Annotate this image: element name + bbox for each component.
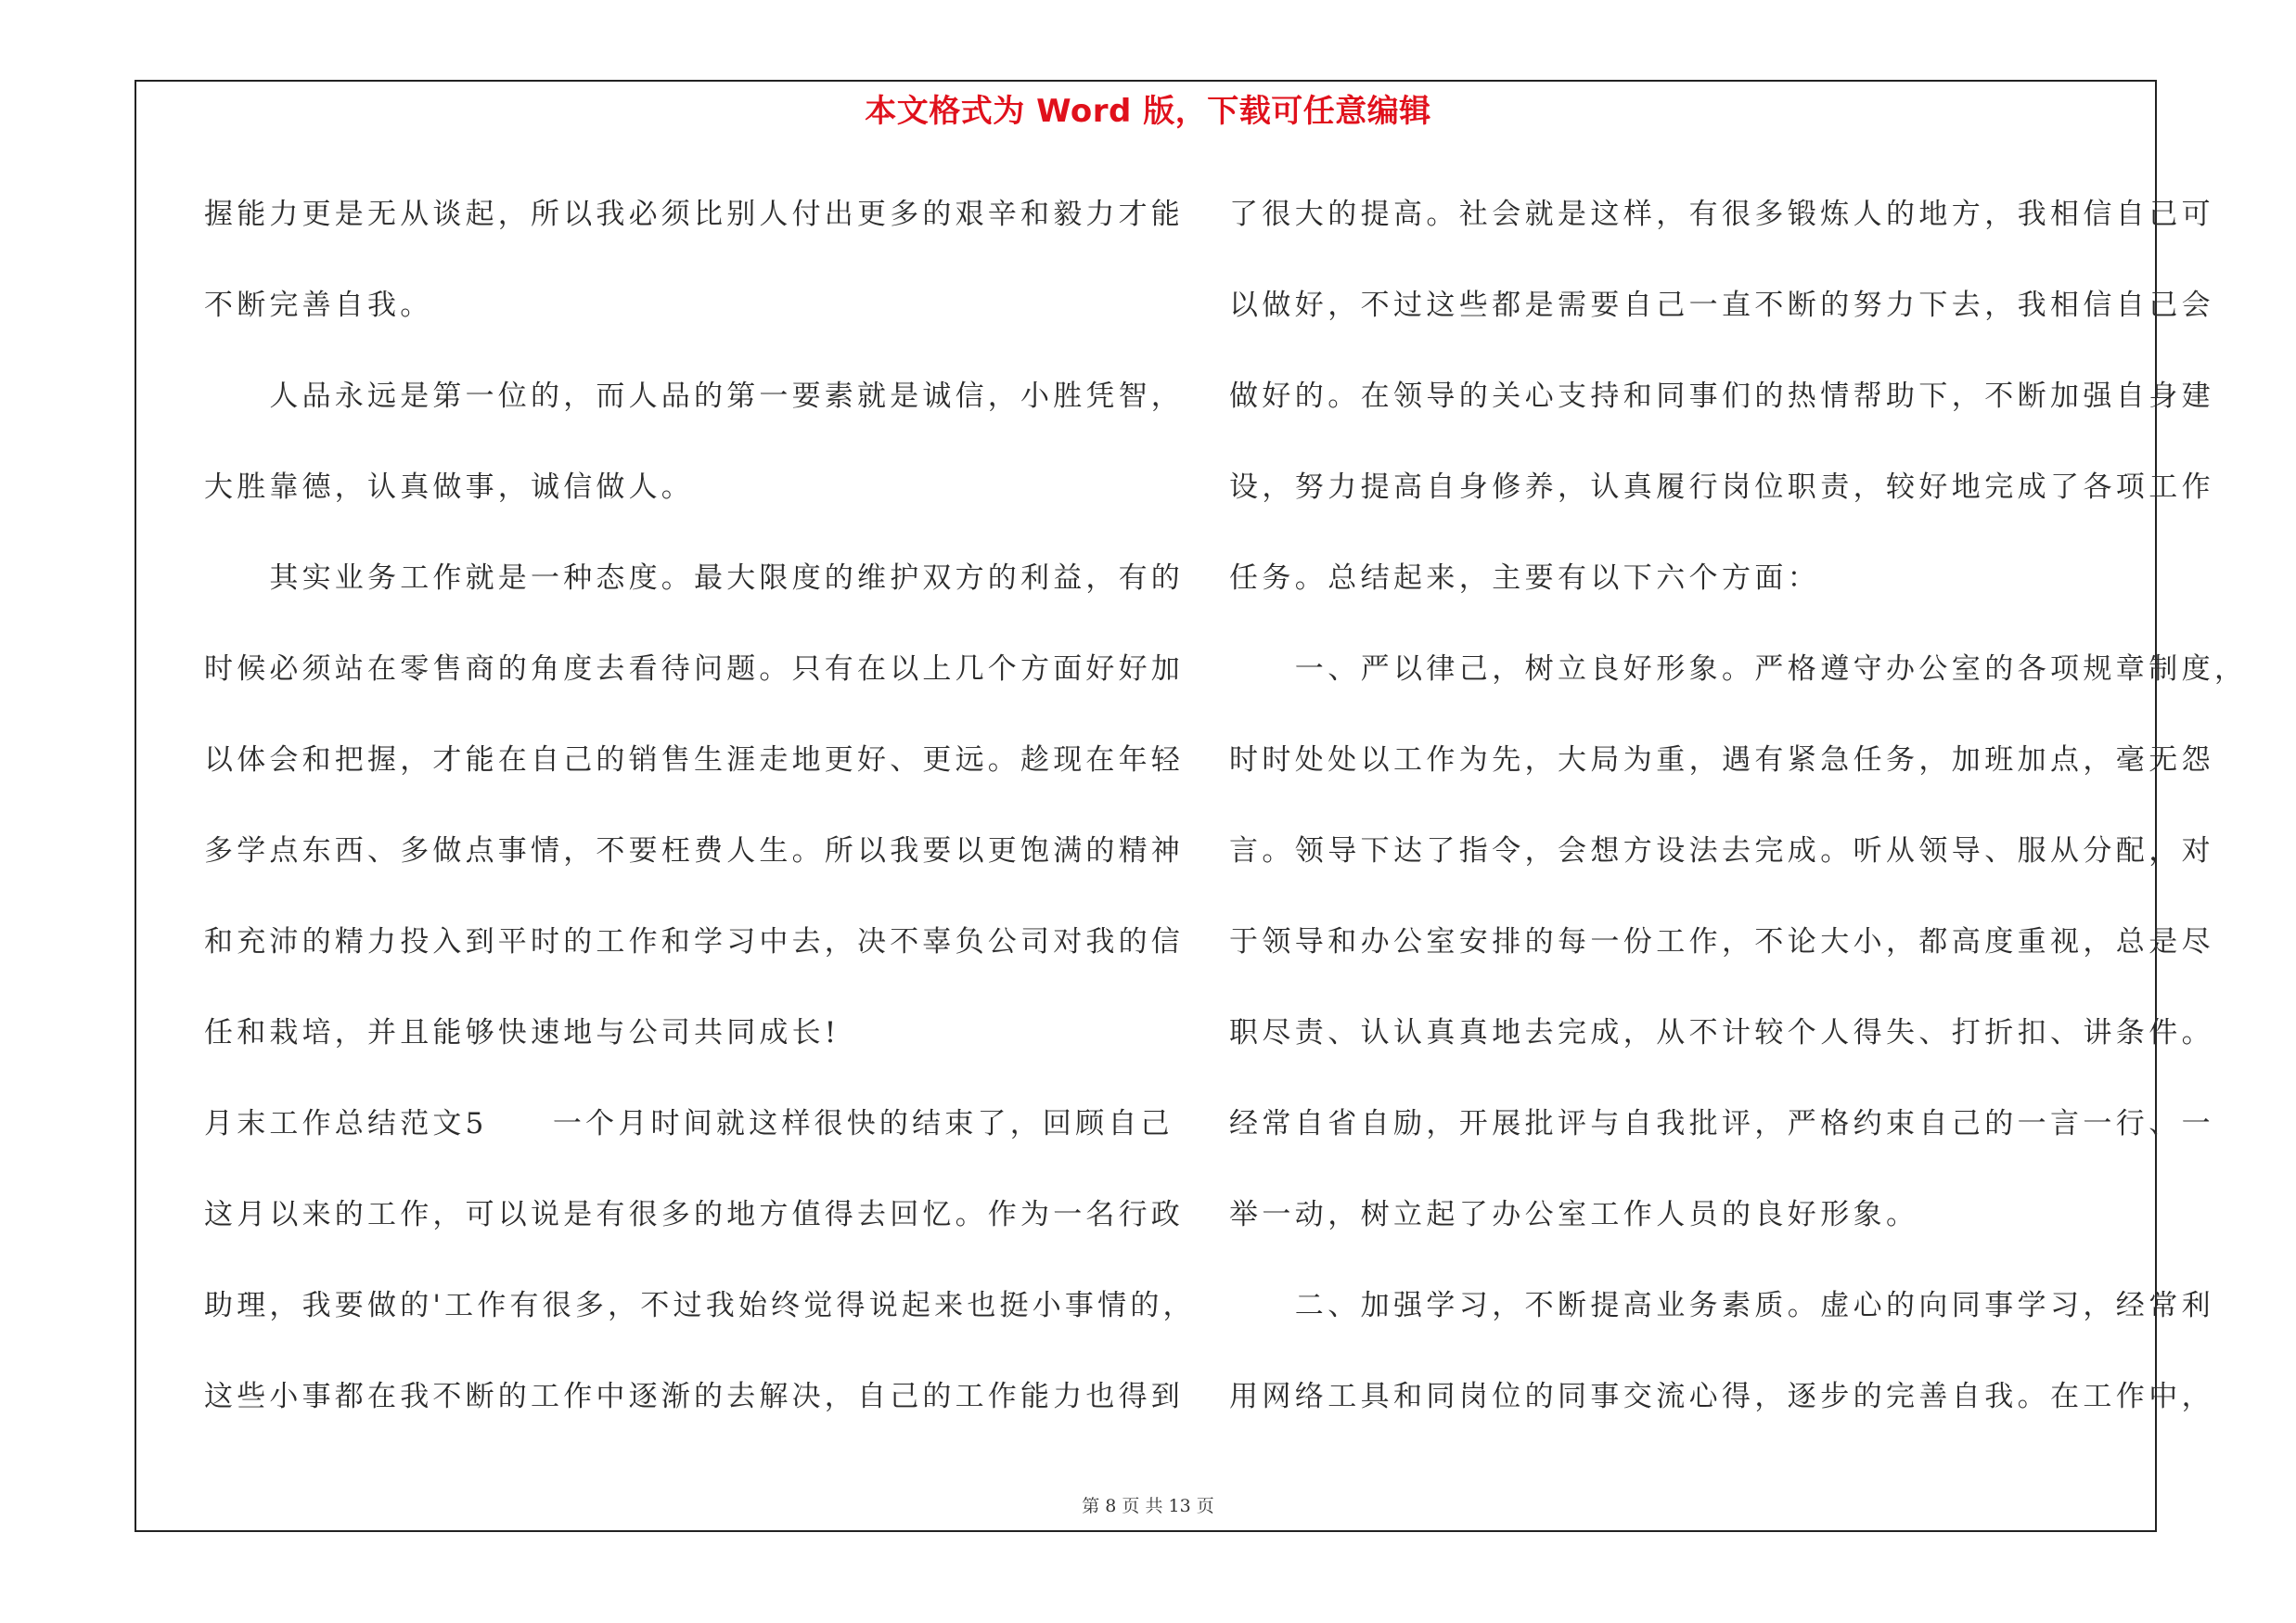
left-text-column (204, 181, 1196, 1454)
text-line: 助理，我要做的'工作有很多，不过我始终觉得说起来也挺小事情的， (204, 1289, 1196, 1322)
text-line: 不断完善自我。 (204, 289, 433, 322)
text-line: 和充沛的精力投入到平时的工作和学习中去，决不辜负公司对我的信 (204, 925, 1184, 959)
text-line: 用网络工具和同岗位的同事交流心得，逐步的完善自我。在工作中， (1229, 1380, 2214, 1413)
text-line: 做好的。在领导的关心支持和同事们的热情帮助下，不断加强自身建 (1229, 380, 2214, 413)
text-line: 举一动，树立起了办公室工作人员的良好形象。 (1229, 1198, 1919, 1231)
right-text-column (1229, 181, 2248, 1454)
text-line: 这些小事都在我不断的工作中逐渐的去解决，自己的工作能力也得到 (204, 1380, 1184, 1413)
text-line: 任和栽培，并且能够快速地与公司共同成长! (204, 1016, 840, 1050)
text-line: 于领导和办公室安排的每一份工作，不论大小，都高度重视，总是尽 (1229, 925, 2214, 959)
text-line: 了很大的提高。社会就是这样，有很多锻炼人的地方，我相信自己可 (1229, 198, 2214, 231)
text-line: 大胜靠德，认真做事，诚信做人。 (204, 470, 694, 504)
text-line: 一、严以律己，树立良好形象。严格遵守办公室的各项规章制度， (1229, 652, 2248, 686)
text-line: 言。领导下达了指令，会想方设法去完成。听从领导、服从分配，对 (1229, 834, 2214, 868)
text-line: 多学点东西、多做点事情，不要枉费人生。所以我要以更饱满的精神 (204, 834, 1184, 868)
text-line: 职尽责、认认真真地去完成，从不计较个人得失、打折扣、讲条件。 (1229, 1016, 2214, 1050)
text-line: 经常自省自励，开展批评与自我批评，严格约束自己的一言一行、一 (1229, 1107, 2214, 1140)
section-heading-line: 月末工作总结范文5 一个月时间就这样很快的结束了，回顾自己 (204, 1107, 1174, 1140)
text-line: 这月以来的工作，可以说是有很多的地方值得去回忆。作为一名行政 (204, 1198, 1184, 1231)
text-line: 人品永远是第一位的，而人品的第一要素就是诚信，小胜凭智， (204, 380, 1184, 413)
text-line: 时候必须站在零售商的角度去看待问题。只有在以上几个方面好好加 (204, 652, 1184, 686)
text-line: 时时处处以工作为先，大局为重，遇有紧急任务，加班加点，毫无怨 (1229, 743, 2214, 777)
text-line: 任务。总结起来，主要有以下六个方面： (1229, 561, 1821, 595)
text-line: 以做好，不过这些都是需要自己一直不断的努力下去，我相信自己会 (1229, 289, 2214, 322)
page-number-footer: 第 8 页 共 13 页 (1082, 1496, 1214, 1516)
text-line: 二、加强学习，不断提高业务素质。虚心的向同事学习，经常利 (1229, 1289, 2214, 1322)
word-format-banner: 本文格式为 Word 版，下载可任意编辑 (865, 93, 1431, 130)
text-line: 握能力更是无从谈起，所以我必须比别人付出更多的艰辛和毅力才能 (204, 198, 1184, 231)
text-line: 其实业务工作就是一种态度。最大限度的维护双方的利益，有的 (204, 561, 1184, 595)
text-line: 以体会和把握，才能在自己的销售生涯走地更好、更远。趁现在年轻 (204, 743, 1184, 777)
text-line: 设，努力提高自身修养，认真履行岗位职责，较好地完成了各项工作 (1229, 470, 2214, 504)
